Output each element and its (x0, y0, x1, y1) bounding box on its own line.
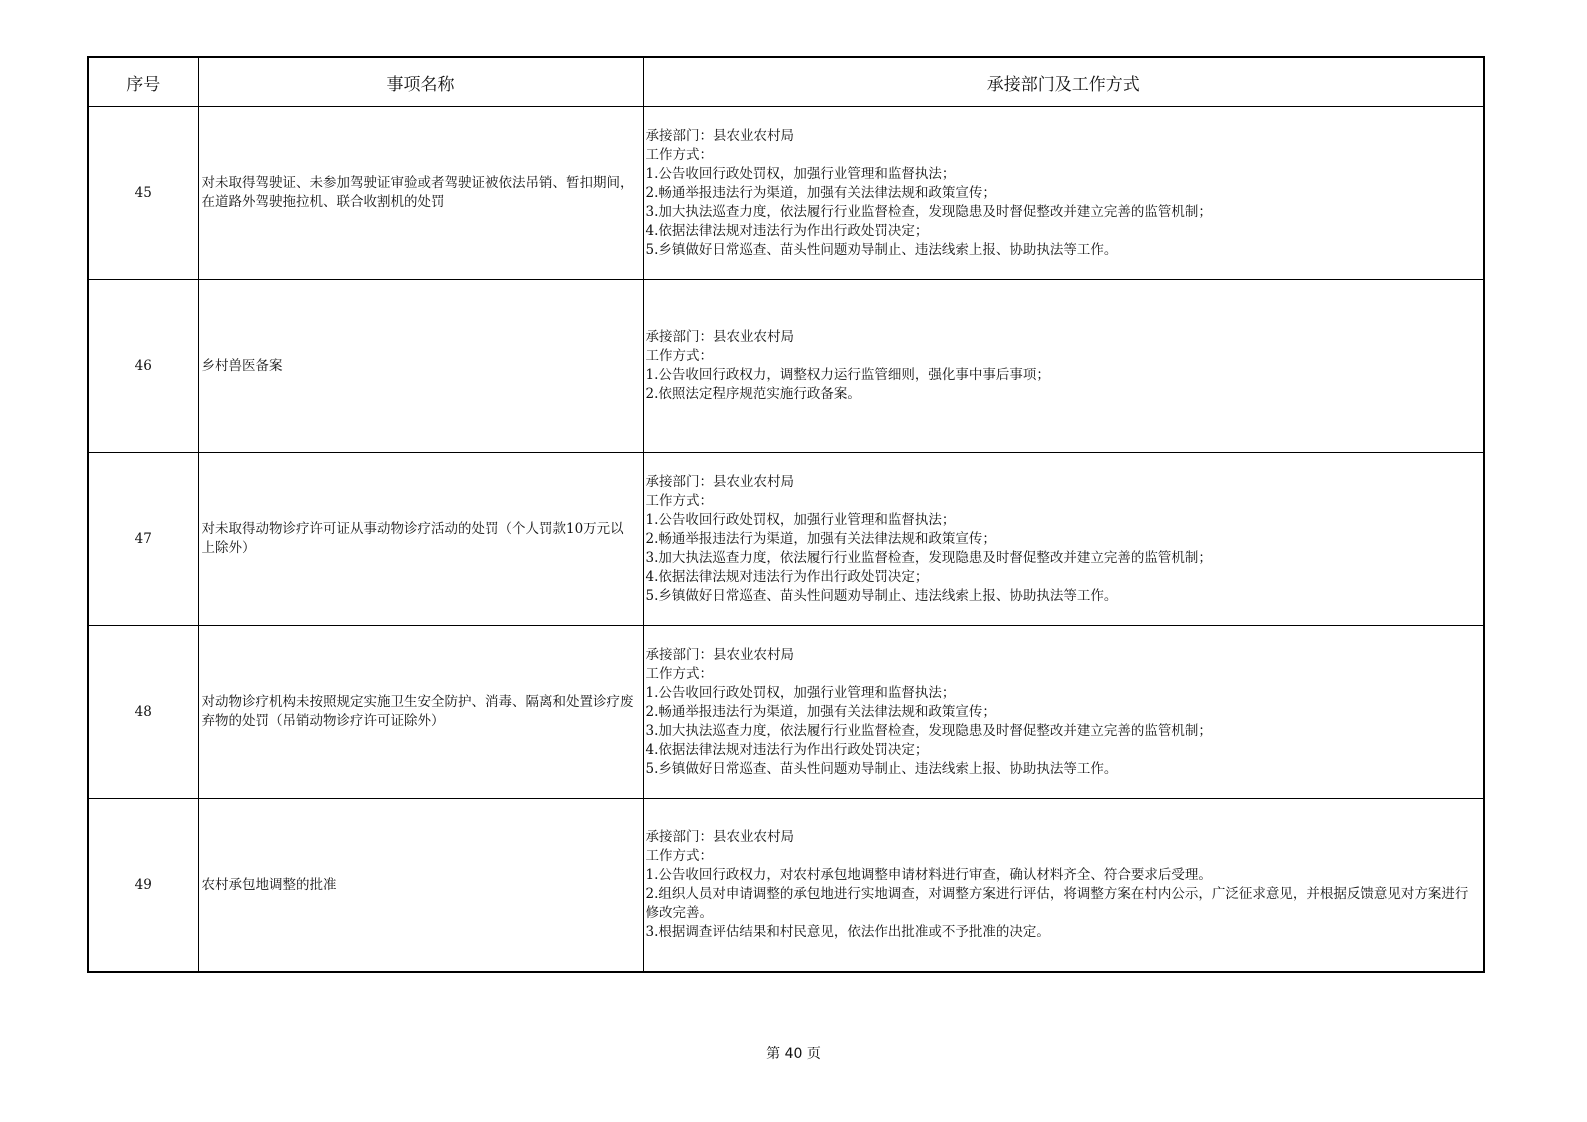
method-line: 4.依据法律法规对违法行为作出行政处罚决定； (645, 222, 929, 239)
item-name: 对动物诊疗机构未按照规定实施卫生安全防护、消毒、隔离和处置诊疗废弃物的处罚（吊销动物诊疗许可证除外） (198, 626, 643, 799)
item-name: 农村承包地调整的批准 (198, 799, 643, 973)
method-line: 5.乡镇做好日常巡查、苗头性问题劝导制止、违法线索上报、协助执法等工作。 (645, 760, 1118, 777)
method-line: 承接部门：县农业农村局 (645, 127, 794, 144)
method-line: 4.依据法律法规对违法行为作出行政处罚决定； (645, 741, 929, 758)
method-line: 1.公告收回行政处罚权，加强行业管理和监督执法； (645, 165, 956, 182)
table-row (88, 453, 1484, 626)
row-number: 45 (88, 107, 198, 280)
method-line: 3.加大执法巡查力度，依法履行行业监督检查，发现隐患及时督促整改并建立完善的监管机制； (645, 722, 1212, 739)
dept-and-method (643, 626, 1484, 799)
method-line: 工作方式： (645, 492, 713, 509)
row-number: 49 (88, 799, 198, 973)
method-line: 1.公告收回行政权力，对农村承包地调整申请材料进行审查，确认材料齐全、符合要求后受理。 (645, 867, 1212, 883)
method-line: 3.加大执法巡查力度，依法履行行业监督检查，发现隐患及时督促整改并建立完善的监管机制； (645, 203, 1212, 220)
method-line: 承接部门：县农业农村局 (645, 646, 794, 663)
dept-and-method (643, 280, 1484, 453)
item-name: 对未取得动物诊疗许可证从事动物诊疗活动的处罚（个人罚款10万元以上除外） (198, 453, 643, 626)
method-line: 承接部门：县农业农村局 (645, 473, 794, 490)
method-line: 承接部门：县农业农村局 (645, 829, 794, 845)
method-line: 4.依据法律法规对违法行为作出行政处罚决定； (645, 568, 929, 585)
method-line: 2.畅通举报违法行为渠道，加强有关法律法规和政策宣传； (645, 184, 996, 201)
dept-and-method (643, 453, 1484, 626)
table-row (88, 626, 1484, 799)
method-line: 5.乡镇做好日常巡查、苗头性问题劝导制止、违法线索上报、协助执法等工作。 (645, 587, 1118, 604)
method-line: 1.公告收回行政处罚权，加强行业管理和监督执法； (645, 511, 956, 528)
dept-and-method (643, 107, 1484, 280)
table-row (88, 799, 1484, 973)
row-number: 48 (88, 626, 198, 799)
method-line: 2.依照法定程序规范实施行政备案。 (645, 386, 861, 402)
method-line: 工作方式： (645, 665, 713, 682)
method-line: 2.组织人员对申请调整的承包地进行实地调查，对调整方案进行评估，将调整方案在村内公示，广泛征求意见，并根据反馈意见对方案进行修改完善。 (645, 886, 1469, 921)
method-line: 工作方式： (645, 146, 713, 163)
method-line: 2.畅通举报违法行为渠道，加强有关法律法规和政策宣传； (645, 530, 996, 547)
method-line: 1.公告收回行政处罚权，加强行业管理和监督执法； (645, 684, 956, 701)
method-line: 3.根据调查评估结果和村民意见，依法作出批准或不予批准的决定。 (645, 924, 1050, 940)
table-row (88, 280, 1484, 453)
method-line: 工作方式： (645, 848, 713, 864)
item-name: 对未取得驾驶证、未参加驾驶证审验或者驾驶证被依法吊销、暂扣期间，在道路外驾驶拖拉机、联合收割机的处罚 (198, 107, 643, 280)
row-number: 47 (88, 453, 198, 626)
items-table (87, 56, 1485, 973)
method-line: 2.畅通举报违法行为渠道，加强有关法律法规和政策宣传； (645, 703, 996, 720)
header-way: 承接部门及工作方式 (643, 57, 1484, 107)
method-line: 5.乡镇做好日常巡查、苗头性问题劝导制止、违法线索上报、协助执法等工作。 (645, 241, 1118, 258)
method-line: 承接部门：县农业农村局 (645, 329, 794, 345)
header-name: 事项名称 (198, 57, 643, 107)
dept-and-method (643, 799, 1484, 973)
page-number: 第 40 页 (766, 1046, 821, 1062)
header-row (88, 57, 1484, 107)
row-number: 46 (88, 280, 198, 453)
method-line: 1.公告收回行政权力，调整权力运行监管细则，强化事中事后事项； (645, 367, 1050, 383)
method-line: 工作方式： (645, 348, 713, 364)
header-no: 序号 (88, 57, 198, 107)
item-name: 乡村兽医备案 (198, 280, 643, 453)
table-row (88, 107, 1484, 280)
method-line: 3.加大执法巡查力度，依法履行行业监督检查，发现隐患及时督促整改并建立完善的监管机制； (645, 549, 1212, 566)
